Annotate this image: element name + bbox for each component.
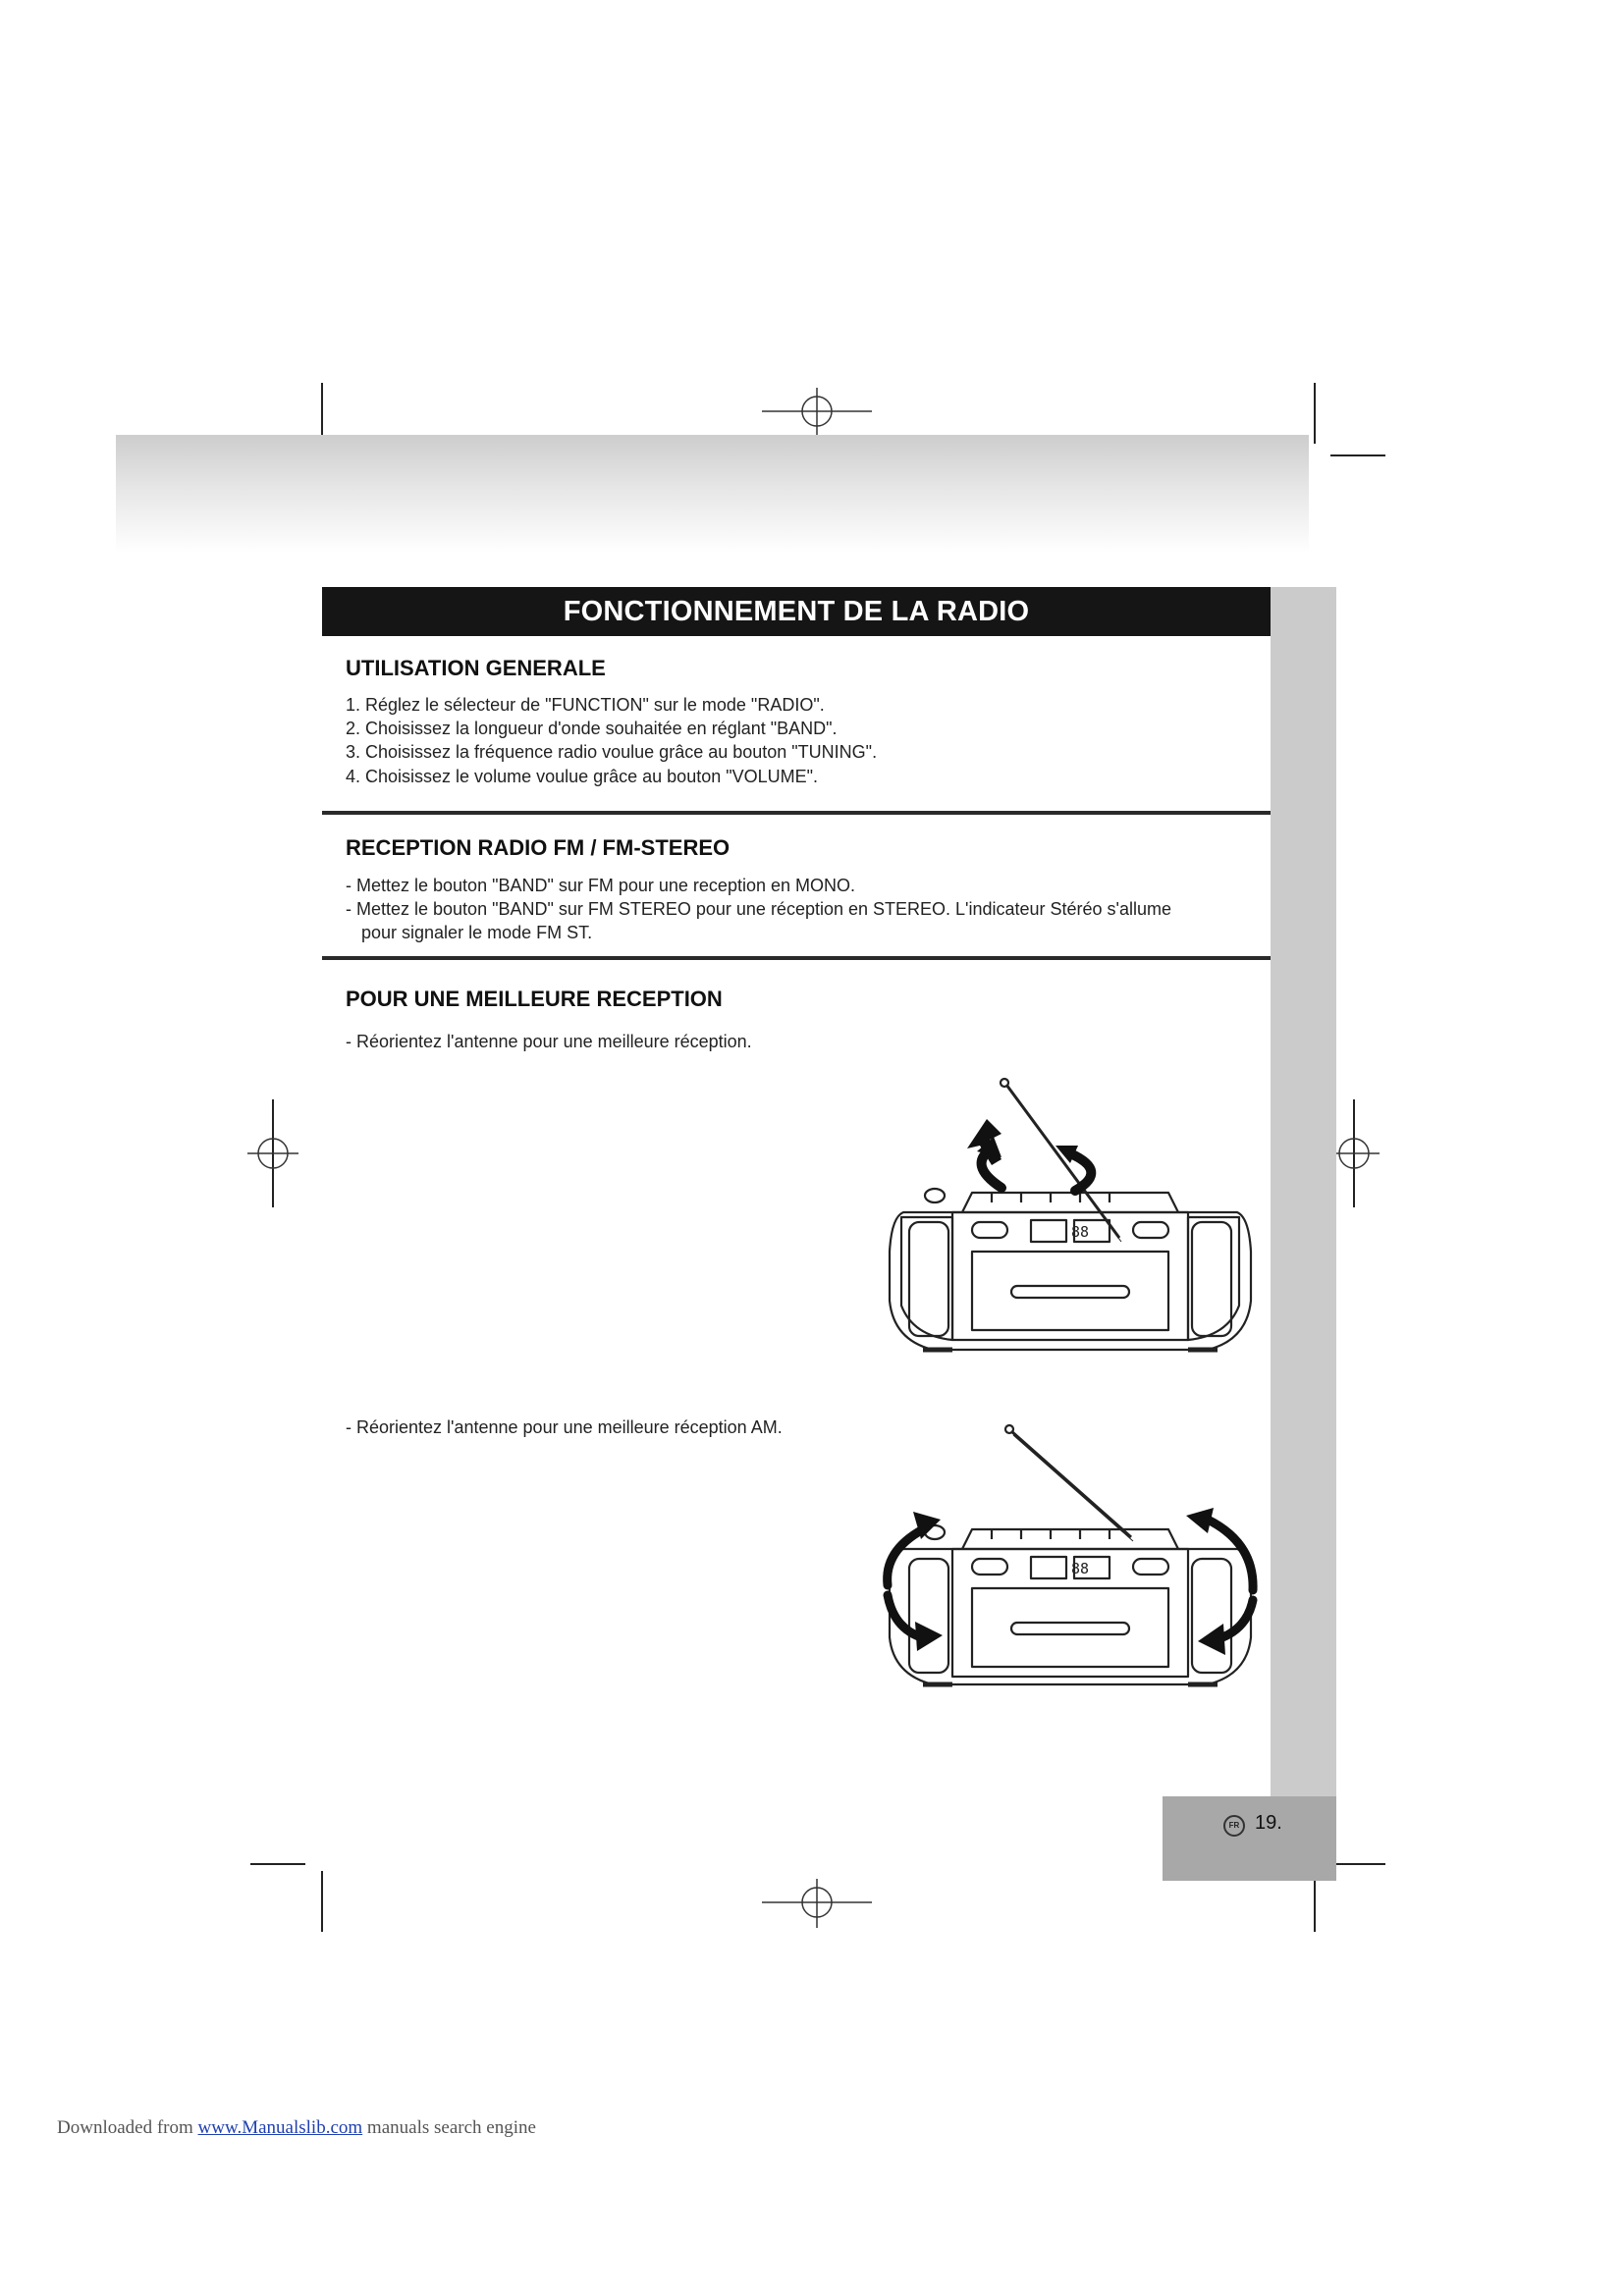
section-heading-reception: POUR UNE MEILLEURE RECEPTION bbox=[346, 987, 723, 1011]
page-title: FONCTIONNEMENT DE LA RADIO bbox=[322, 587, 1271, 636]
footer-prefix: Downloaded from bbox=[57, 2117, 193, 2138]
manualslib-link[interactable]: www.Manualslib.com bbox=[197, 2117, 363, 2138]
footer bbox=[57, 2117, 536, 2139]
header-gradient-band bbox=[116, 435, 1309, 553]
instruction-line: pour signaler le mode FM ST. bbox=[361, 923, 593, 942]
side-tab-bar bbox=[1271, 587, 1336, 1796]
instruction-line: 3. Choisissez la fréquence radio voulue grâce au bouton "TUNING". bbox=[346, 742, 878, 762]
section-divider bbox=[322, 811, 1271, 815]
display-digits: 88 bbox=[1071, 1560, 1090, 1577]
boombox-am-illustration bbox=[874, 1414, 1267, 1718]
instruction-line: - Réorientez l'antenne pour une meilleure réception. bbox=[346, 1032, 752, 1051]
footer-suffix: manuals search engine bbox=[366, 2117, 536, 2138]
section-heading-fm: RECEPTION RADIO FM / FM-STEREO bbox=[346, 835, 731, 860]
boombox-fm-illustration bbox=[874, 1055, 1267, 1379]
instruction-line: - Réorientez l'antenne pour une meilleure réception AM. bbox=[346, 1417, 783, 1437]
instruction-line: 4. Choisissez le volume voulue grâce au bouton "VOLUME". bbox=[346, 767, 819, 786]
instruction-line: - Mettez le bouton "BAND" sur FM STEREO pour une réception en STEREO. L'indicateur Stéréo s'allume bbox=[346, 899, 1172, 919]
instruction-line: - Mettez le bouton "BAND" sur FM pour une reception en MONO. bbox=[346, 876, 855, 895]
language-badge: FR bbox=[1223, 1815, 1245, 1837]
section-heading-general: UTILISATION GENERALE bbox=[346, 656, 606, 680]
page-number: 19. bbox=[1255, 1812, 1282, 1834]
instruction-line: 1. Réglez le sélecteur de "FUNCTION" sur le mode "RADIO". bbox=[346, 695, 825, 715]
display-digits: 88 bbox=[1071, 1223, 1090, 1241]
page-number-tab bbox=[1163, 1796, 1336, 1881]
section-divider bbox=[322, 956, 1271, 960]
instruction-line: 2. Choisissez la longueur d'onde souhaitée en réglant "BAND". bbox=[346, 719, 838, 738]
